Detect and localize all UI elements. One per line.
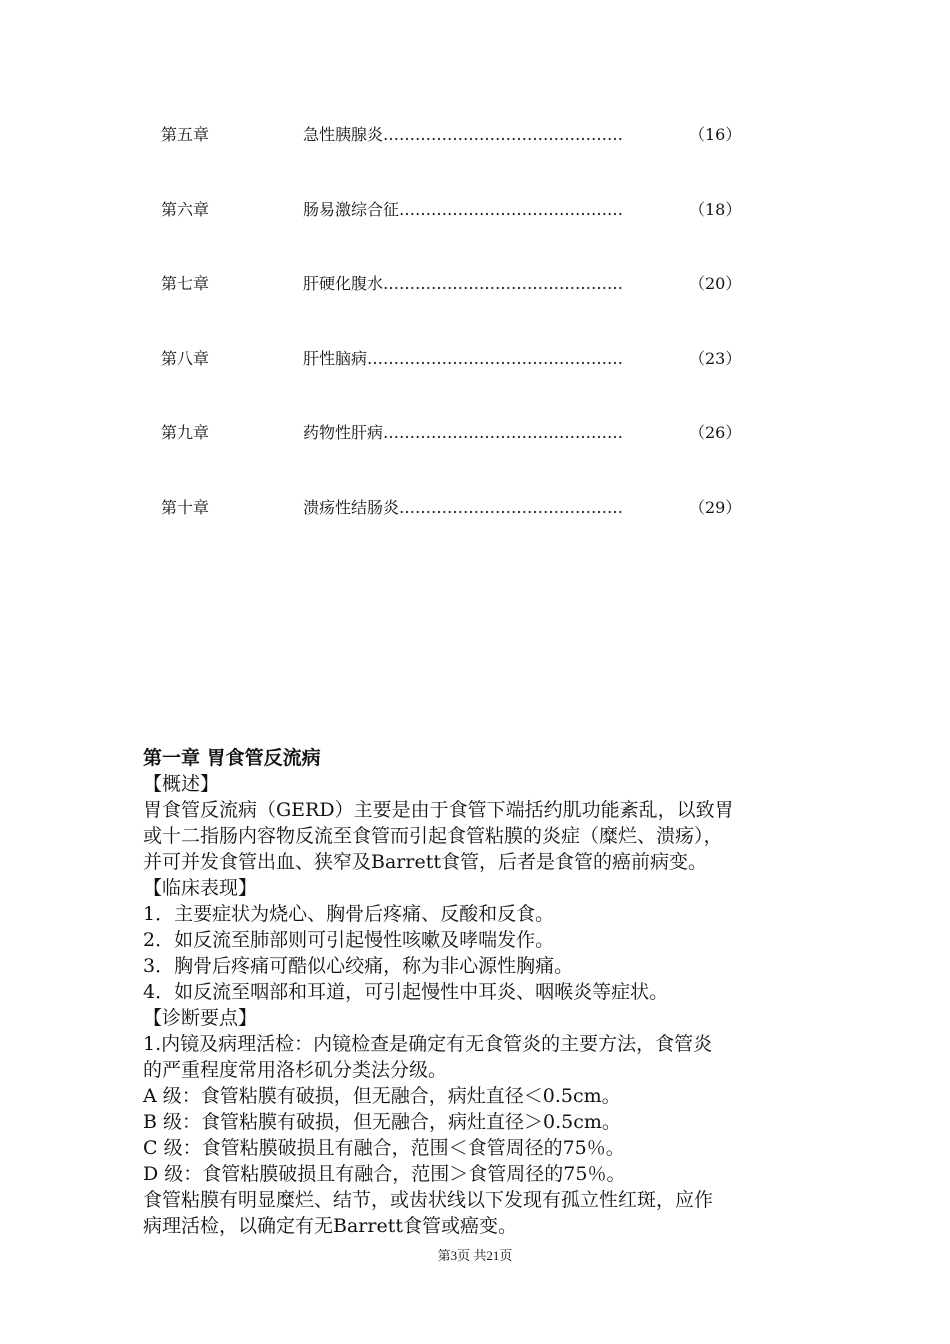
section-label-clinical: 【临床表现】 [143,877,258,899]
list-item: 4．如反流至咽部和耳道，可引起慢性中耳炎、咽喉炎等症状。 [143,981,669,1003]
section-label-diagnosis: 【诊断要点】 [143,1007,258,1029]
table-of-contents [161,122,761,570]
paragraph-line: 或十二指肠内容物反流至食管而引起食管粘膜的炎症（糜烂、溃疡）， [143,825,723,847]
grade-line: D 级：食管粘膜破损且有融合，范围＞食管周径的75％。 [143,1163,626,1185]
toc-chapter-number: 第五章 [161,125,210,144]
toc-chapter-title: 肝性脑病………………………………………… [303,348,624,368]
grade-line: A 级：食管粘膜有破损，但无融合，病灶直径＜0.5cm。 [143,1085,621,1107]
grade-line: B 级：食管粘膜有破损，但无融合，病灶直径＞0.5cm。 [143,1111,621,1133]
paragraph-line: 病理活检，以确定有无Barrett食管或癌变。 [143,1215,517,1237]
toc-chapter-number: 第十章 [161,497,210,517]
toc-chapter-title: 肝硬化腹水……………………………………… [303,274,624,294]
paragraph-line: 1.内镜及病理活检：内镜检查是确定有无食管炎的主要方法，食管炎 [143,1033,713,1055]
page-footer: 第3页 共21页 [437,1248,513,1263]
toc-chapter-number: 第六章 [161,199,210,219]
chapter-section [143,745,823,1239]
toc-chapter-title: 肠易激综合征…………………………………… [303,199,624,219]
paragraph-line: 并可并发食管出血、狭窄及Barrett食管，后者是食管的癌前病变。 [143,851,707,873]
toc-chapter-title: 急性胰腺炎……………………………………… [303,125,624,144]
toc-page-number: （23） [689,348,742,368]
grade-line: C 级：食管粘膜破损且有融合，范围＜食管周径的75％。 [143,1137,625,1159]
toc-chapter-number: 第八章 [161,348,210,368]
paragraph-line: 的严重程度常用洛杉矶分类法分级。 [143,1059,448,1081]
toc-entry[interactable] [161,495,761,570]
toc-entry[interactable] [161,346,761,421]
list-item: 2．如反流至肺部则可引起慢性咳嗽及哮喘发作。 [143,929,555,951]
toc-page-number: （20） [689,274,742,294]
toc-page-number: （18） [689,199,742,219]
chapter-heading: 第一章 胃食管反流病 [143,747,321,769]
paragraph-line: 胃食管反流病（GERD）主要是由于食管下端括约肌功能紊乱，以致胃 [143,799,734,821]
toc-entry[interactable] [161,420,761,495]
toc-page-number: （16） [689,125,742,144]
toc-entry[interactable] [161,271,761,346]
toc-chapter-title: 溃疡性结肠炎…………………………………… [303,497,624,517]
toc-chapter-number: 第九章 [161,423,210,443]
toc-page-number: （26） [689,423,742,443]
section-label-overview: 【概述】 [143,773,220,795]
toc-page-number: （29） [689,497,742,517]
list-item: 3．胸骨后疼痛可酷似心绞痛，称为非心源性胸痛。 [143,955,574,977]
toc-entry[interactable] [161,197,761,272]
list-item: 1．主要症状为烧心、胸骨后疼痛、反酸和反食。 [143,903,555,925]
toc-entry[interactable] [161,122,761,197]
paragraph-line: 食管粘膜有明显糜烂、结节，或齿状线以下发现有孤立性红斑，应作 [143,1189,714,1211]
toc-chapter-title: 药物性肝病……………………………………… [303,423,624,443]
toc-chapter-number: 第七章 [161,274,210,294]
